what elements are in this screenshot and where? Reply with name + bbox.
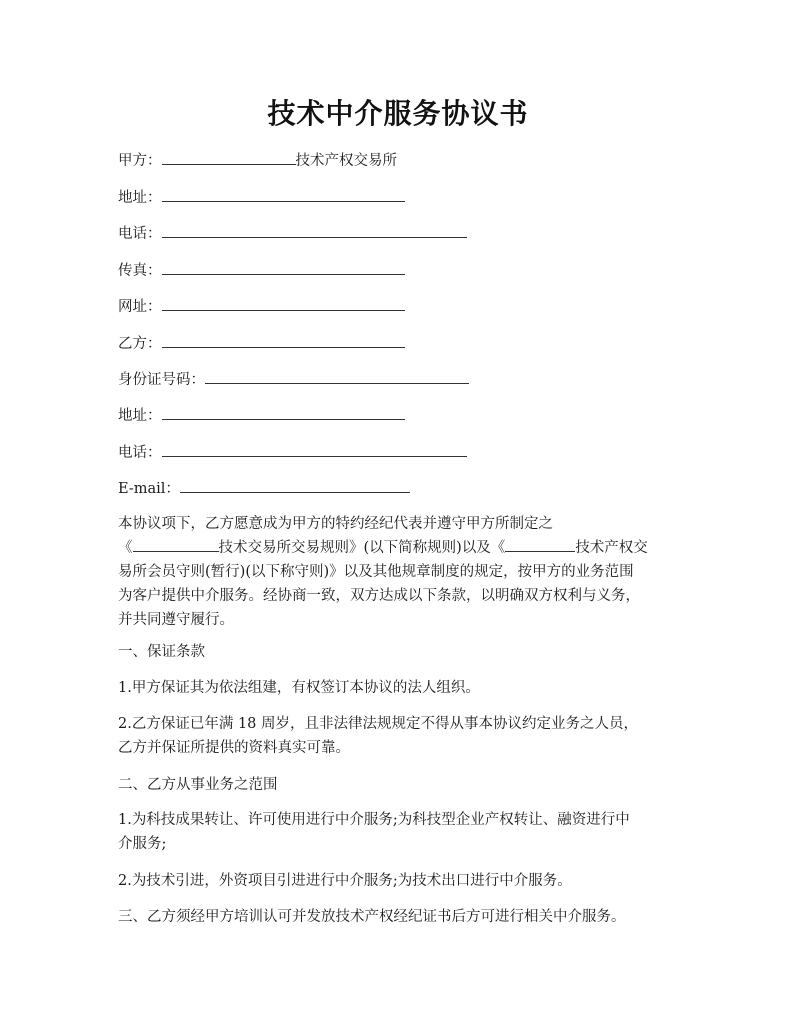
section-1-item-2 <box>118 712 684 760</box>
party-a-fax-blank[interactable] <box>162 260 405 275</box>
party-b-id-field <box>118 369 469 390</box>
intro-line-5: 并共同遵守履行。 <box>118 612 234 628</box>
party-b-address-label: 地址： <box>118 408 162 424</box>
section-2-item-2 <box>118 869 684 893</box>
party-b-name-blank[interactable] <box>162 333 405 348</box>
section-1-item-1 <box>118 676 684 700</box>
section-1-item-2-line-1: 2.乙方保证已年满 18 周岁，且非法律法规规定不得从事本协议约定业务之人员， <box>118 716 639 732</box>
party-a-website-field <box>118 296 405 317</box>
intro-paragraph <box>118 512 684 632</box>
party-b-phone-field <box>118 442 467 463</box>
intro-line-2-open: 《 <box>118 540 133 556</box>
section-2-item-1-line-1: 1.为科技成果转让、许可使用进行中介服务;为科技型企业产权转让、融资进行中 <box>118 812 630 828</box>
party-b-id-blank[interactable] <box>205 369 469 384</box>
party-a-address-field <box>118 187 405 208</box>
party-a-website-blank[interactable] <box>162 296 405 311</box>
section-1-heading-text: 一、保证条款 <box>118 644 205 660</box>
code-name-blank[interactable] <box>505 537 575 552</box>
section-1-item-1-text: 1.甲方保证其为依法组建，有权签订本协议的法人组织。 <box>118 680 480 696</box>
party-b-phone-blank[interactable] <box>162 442 467 457</box>
party-a-name-field <box>118 150 397 171</box>
party-a-name-suffix: 技术产权交易所 <box>295 153 397 169</box>
party-a-website-label: 网址： <box>118 299 162 315</box>
party-b-email-label: E-mail： <box>118 481 180 497</box>
party-b-name-label: 乙方： <box>118 336 162 352</box>
document-title: 技术中介服务协议书 <box>267 97 529 130</box>
section-2-item-1 <box>118 808 684 856</box>
party-b-email-field <box>118 478 410 499</box>
section-2-item-2-text: 2.为技术引进，外资项目引进进行中介服务;为技术出口进行中介服务。 <box>118 873 572 889</box>
party-a-fax-field <box>118 260 405 281</box>
intro-line-4: 为客户提供中介服务。经协商一致，双方达成以下条款，以明确双方权利与义务， <box>118 588 640 604</box>
party-b-phone-label: 电话： <box>118 445 162 461</box>
section-3-heading-text: 三、乙方须经甲方培训认可并发放技术产权经纪证书后方可进行相关中介服务。 <box>118 909 626 925</box>
party-a-phone-label: 电话： <box>118 226 162 242</box>
section-2-heading-text: 二、乙方从事业务之范围 <box>118 777 278 793</box>
party-a-name-label: 甲方： <box>118 153 162 169</box>
intro-line-3: 易所会员守则(暂行)(以下称守则)》以及其他规章制度的规定，按甲方的业务范围 <box>118 564 634 580</box>
section-2-heading <box>118 773 684 797</box>
party-a-phone-blank[interactable] <box>162 223 467 238</box>
rules-name-blank[interactable] <box>133 537 219 552</box>
party-b-address-field <box>118 405 405 426</box>
intro-line-2 <box>118 536 684 560</box>
section-1-item-2-line-2: 乙方并保证所提供的资料真实可靠。 <box>118 740 350 756</box>
party-b-name-field <box>118 333 405 354</box>
party-b-address-blank[interactable] <box>162 405 405 420</box>
party-a-fax-label: 传真： <box>118 263 162 279</box>
section-1-heading <box>118 640 684 664</box>
party-a-name-blank[interactable] <box>162 150 296 165</box>
intro-line-2-mid: 技术交易所交易规则》(以下简称规则)以及《 <box>218 540 506 556</box>
party-a-address-label: 地址： <box>118 190 162 206</box>
section-3-heading <box>118 905 684 929</box>
party-a-phone-field <box>118 223 467 244</box>
party-b-id-label: 身份证号码： <box>118 372 205 388</box>
section-2-item-1-line-2: 介服务; <box>118 836 167 852</box>
party-b-email-blank[interactable] <box>180 478 410 493</box>
intro-line-2-end: 技术产权交 <box>575 540 648 556</box>
party-a-address-blank[interactable] <box>162 187 405 202</box>
intro-line-1: 本协议项下，乙方愿意成为甲方的特约经纪代表并遵守甲方所制定之 <box>118 516 553 532</box>
